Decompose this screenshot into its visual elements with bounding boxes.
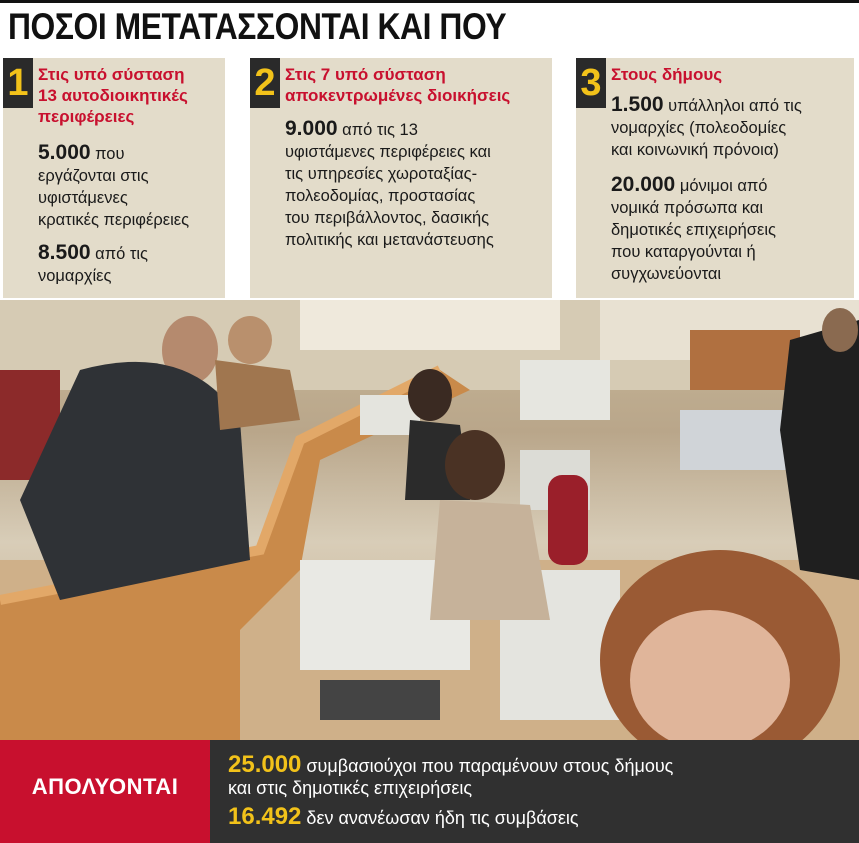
box-number-2: 2 [250, 58, 280, 108]
entry-text: δημοτικές επιχειρήσεις [611, 221, 776, 239]
entry-3-2 [611, 174, 776, 285]
dismissed-band [0, 740, 859, 843]
figure: 1.500 [611, 93, 664, 116]
figure: 16.492 [228, 803, 302, 830]
office-photo [0, 300, 859, 740]
entry-text: υπάλληλοι από τις [668, 97, 802, 115]
entry-1-2 [38, 242, 148, 287]
title-line: Στις 7 υπό σύσταση [285, 65, 446, 84]
title-line: Στους δήμους [611, 65, 723, 84]
box-title-3 [611, 64, 722, 85]
entry-1-1 [38, 142, 189, 231]
title-line: αποκεντρωμένες διοικήσεις [285, 86, 511, 105]
entry-text: συμβασιούχοι που παραμένουν στους δήμους [306, 756, 674, 776]
figure: 8.500 [38, 241, 91, 264]
office-scene-illustration [0, 300, 859, 740]
info-box-1 [3, 58, 225, 298]
entry-text: που [95, 145, 125, 163]
entry-text: δεν ανανέωσαν ήδη τις συμβάσεις [306, 808, 579, 828]
entry-3-1 [611, 94, 802, 161]
entry-text: τις υπηρεσίες χωροταξίας- [285, 165, 478, 183]
info-box-3 [576, 58, 854, 298]
box-number-3: 3 [576, 58, 606, 108]
entry-text: υφιστάμενες περιφέρειες και [285, 143, 491, 161]
figure: 25.000 [228, 751, 302, 778]
entry-text: πολιτικής και μετανάστευσης [285, 231, 494, 249]
title-line: 13 αυτοδιοικητικές [38, 86, 188, 105]
title-line: περιφέρειες [38, 107, 135, 126]
entry-text: μόνιμοι από [679, 177, 768, 195]
entry-text: από τις [95, 245, 148, 263]
entry-text: νομαρχίες (πολεοδομίες [611, 119, 787, 137]
box-number-1: 1 [3, 58, 33, 108]
figure: 9.000 [285, 117, 338, 140]
dismissed-label-panel [0, 740, 210, 843]
top-rule [0, 0, 859, 3]
headline: ΠΟΣΟΙ ΜΕΤΑΤΑΣΣΟΝΤΑΙ ΚΑΙ ΠΟΥ [8, 6, 507, 47]
title-line: Στις υπό σύσταση [38, 65, 185, 84]
entry-text: νομικά πρόσωπα και [611, 199, 764, 217]
dismissed-entry-2 [228, 803, 579, 830]
entry-text: από τις 13 [342, 121, 418, 139]
dismissed-label: ΑΠΟΛΥΟΝΤΑΙ [31, 774, 179, 799]
entry-2-1 [285, 118, 494, 251]
entry-text: υφιστάμενες [38, 189, 128, 207]
entry-text: και στις δημοτικές επιχειρήσεις [228, 778, 473, 798]
entry-text: και κοινωνική πρόνοια) [611, 141, 779, 159]
figure: 5.000 [38, 141, 91, 164]
entry-text: εργάζονται στις [38, 167, 149, 185]
entry-text: συγχωνεύονται [611, 265, 722, 283]
figure: 20.000 [611, 173, 676, 196]
box-title-1 [38, 64, 188, 127]
info-box-2 [250, 58, 552, 298]
entry-text: του περιβάλλοντος, δασικής [285, 209, 490, 227]
entry-text: πολεοδομίας, προστασίας [285, 187, 476, 205]
dismissed-entry-1 [228, 751, 674, 799]
entry-text: που καταργούνται ή [611, 243, 756, 261]
entry-text: κρατικές περιφέρειες [38, 211, 190, 229]
entry-text: νομαρχίες [38, 267, 112, 285]
box-title-2 [285, 64, 510, 106]
